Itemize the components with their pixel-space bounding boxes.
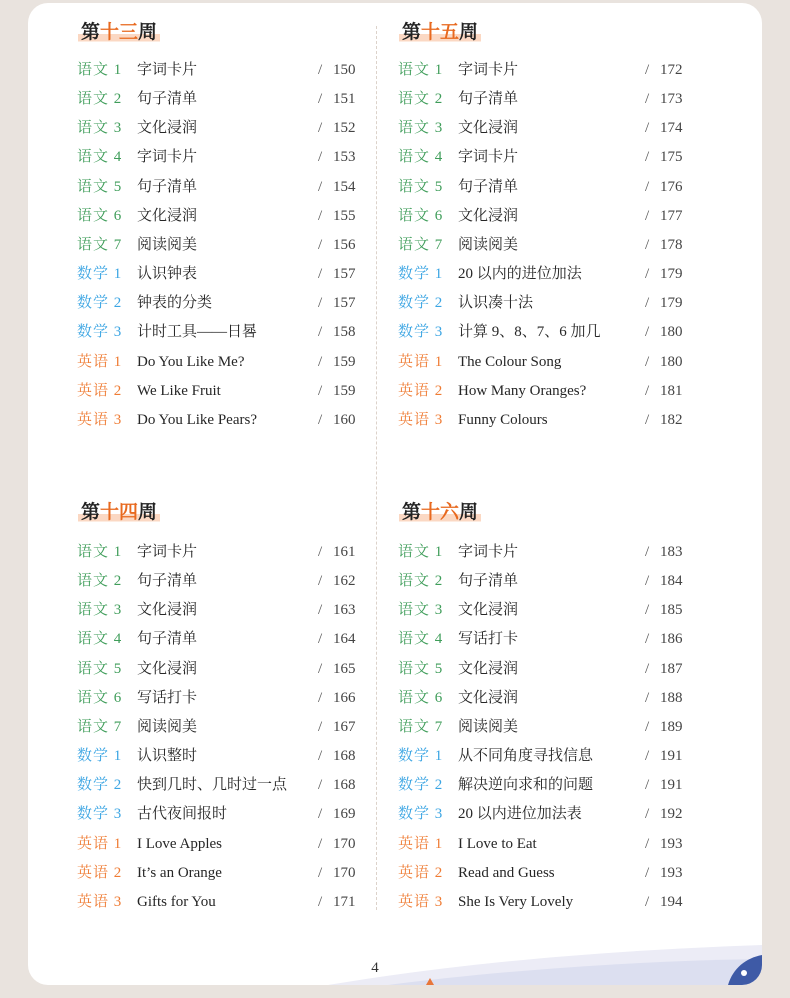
page-number: 162	[333, 573, 356, 590]
page-number: 164	[333, 631, 356, 648]
page-separator: /	[318, 777, 323, 794]
lesson-title: I Love to Eat	[458, 835, 537, 852]
page-separator: /	[645, 120, 650, 137]
page-number: 183	[660, 544, 683, 560]
lesson-title: We Like Fruit	[137, 382, 221, 399]
page-number: 185	[660, 602, 683, 619]
page-separator: /	[318, 120, 323, 137]
page-number: 180	[660, 324, 683, 341]
toc-row	[398, 202, 693, 231]
subject-label: 语文 1	[77, 62, 123, 78]
subject-label: 英语 1	[77, 353, 123, 370]
page-number: 193	[660, 864, 683, 881]
page-number: 166	[333, 689, 356, 706]
lesson-title: 钟表的分类	[137, 295, 213, 312]
page-number: 192	[660, 806, 683, 823]
page-number: 177	[660, 207, 683, 224]
lesson-title: 字词卡片	[137, 62, 198, 78]
lesson-title: Read and Guess	[458, 864, 555, 881]
page-separator: /	[645, 178, 650, 195]
page-separator: /	[318, 295, 323, 312]
page-separator: /	[645, 266, 650, 283]
subject-label: 语文 1	[398, 544, 444, 560]
heading-week-number: 十三	[100, 21, 139, 43]
toc-row	[77, 859, 372, 888]
page-number: 173	[660, 91, 683, 108]
lesson-title: 句子清单	[137, 573, 198, 590]
toc-row	[77, 289, 372, 318]
lesson-title: Do You Like Me?	[137, 353, 245, 370]
toc-row	[77, 231, 372, 260]
week-heading	[78, 20, 160, 44]
toc-row	[77, 567, 372, 596]
subject-label: 数学 3	[77, 324, 123, 341]
lesson-list	[398, 56, 693, 435]
lesson-list	[77, 56, 372, 435]
page-number: 181	[660, 382, 683, 399]
subject-label: 英语 2	[77, 382, 123, 399]
lesson-title: Gifts for You	[137, 893, 216, 910]
subject-label: 语文 6	[77, 689, 123, 706]
toc-row	[77, 85, 372, 114]
page-separator: /	[645, 149, 650, 166]
lesson-title: 文化浸润	[137, 660, 198, 677]
page-separator: /	[318, 718, 323, 735]
toc-row	[77, 888, 372, 917]
lesson-title: She Is Very Lovely	[458, 893, 574, 910]
heading-prefix: 第	[81, 501, 101, 523]
subject-label: 数学 1	[77, 748, 123, 765]
toc-row	[77, 625, 372, 654]
subject-label: 数学 1	[398, 748, 444, 765]
toc-row	[398, 114, 693, 143]
subject-label: 语文 6	[77, 207, 123, 224]
page-separator: /	[318, 544, 323, 560]
lesson-title: 句子清单	[458, 573, 519, 590]
toc-row	[77, 596, 372, 625]
page-separator: /	[645, 353, 650, 370]
page-separator: /	[645, 602, 650, 619]
toc-row	[77, 114, 372, 143]
page-separator: /	[645, 893, 650, 910]
page-separator: /	[645, 777, 650, 794]
page-number: 172	[660, 62, 683, 78]
lesson-title: How Many Oranges?	[458, 382, 587, 399]
toc-row	[77, 348, 372, 377]
subject-label: 数学 2	[77, 295, 123, 312]
page-number: 156	[333, 236, 356, 253]
toc-row	[398, 318, 693, 347]
lesson-title: 句子清单	[458, 178, 519, 195]
heading-suffix: 周	[138, 21, 158, 43]
subject-label: 语文 5	[77, 660, 123, 677]
toc-row	[77, 800, 372, 829]
page-separator: /	[318, 353, 323, 370]
lesson-list	[398, 538, 693, 917]
toc-row	[398, 377, 693, 406]
heading-week-number: 十六	[421, 501, 460, 523]
subject-label: 英语 2	[398, 382, 444, 399]
page-separator: /	[645, 207, 650, 224]
page-separator: /	[318, 266, 323, 283]
page-number: 150	[333, 62, 356, 78]
toc-row	[398, 830, 693, 859]
lesson-title: It’s an Orange	[137, 864, 222, 881]
page-number: 179	[660, 266, 683, 283]
page-number: 179	[660, 295, 683, 312]
page-number: 154	[333, 178, 356, 195]
page-separator: /	[645, 718, 650, 735]
wave-dot	[741, 970, 747, 976]
lesson-title: 字词卡片	[458, 544, 519, 560]
subject-label: 语文 7	[398, 718, 444, 735]
toc-row	[398, 596, 693, 625]
page-number: 174	[660, 120, 683, 137]
subject-label: 英语 3	[77, 893, 123, 910]
page-number: 159	[333, 353, 356, 370]
lesson-title: 认识整时	[137, 748, 198, 765]
lesson-title: 阅读阅美	[137, 236, 198, 253]
toc-row	[398, 260, 693, 289]
toc-row	[398, 143, 693, 172]
page-separator: /	[318, 91, 323, 108]
page-separator: /	[318, 631, 323, 648]
page-separator: /	[645, 748, 650, 765]
page-number: 157	[333, 295, 356, 312]
page-separator: /	[645, 236, 650, 253]
subject-label: 语文 5	[77, 178, 123, 195]
page-number: 153	[333, 149, 356, 166]
lesson-title: 计算 9、8、7、6 加几	[458, 324, 601, 341]
toc-row	[398, 771, 693, 800]
page-number: 157	[333, 266, 356, 283]
page-separator: /	[318, 602, 323, 619]
lesson-title: 句子清单	[137, 91, 198, 108]
page-number: 193	[660, 835, 683, 852]
heading-suffix: 周	[459, 21, 479, 43]
page-number: 188	[660, 689, 683, 706]
heading-prefix: 第	[81, 21, 101, 43]
subject-label: 语文 3	[77, 120, 123, 137]
subject-label: 语文 1	[398, 62, 444, 78]
page-number: 167	[333, 718, 356, 735]
lesson-title: 快到几时、几时过一点	[137, 777, 288, 794]
page-number: 159	[333, 382, 356, 399]
subject-label: 语文 6	[398, 207, 444, 224]
page-number: 186	[660, 631, 683, 648]
page-separator: /	[645, 295, 650, 312]
page-number: 168	[333, 777, 356, 794]
toc-row	[77, 173, 372, 202]
page-number: 170	[333, 835, 356, 852]
subject-label: 数学 2	[77, 777, 123, 794]
toc-row	[77, 143, 372, 172]
subject-label: 数学 2	[398, 295, 444, 312]
toc-row	[398, 742, 693, 771]
lesson-title: 文化浸润	[458, 689, 519, 706]
lesson-title: 计时工具——日晷	[137, 324, 258, 341]
subject-label: 语文 4	[77, 631, 123, 648]
lesson-title: 古代夜间报时	[137, 806, 228, 823]
week-heading	[78, 500, 160, 524]
lesson-title: 文化浸润	[458, 120, 519, 137]
lesson-title: 解决逆向求和的问题	[458, 777, 594, 794]
toc-row	[398, 173, 693, 202]
page-separator: /	[318, 207, 323, 224]
subject-label: 语文 4	[77, 149, 123, 166]
page-separator: /	[645, 382, 650, 399]
toc-row	[398, 684, 693, 713]
subject-label: 语文 7	[77, 718, 123, 735]
page-separator: /	[318, 748, 323, 765]
subject-label: 语文 2	[398, 91, 444, 108]
week-16-section	[398, 480, 693, 950]
subject-label: 数学 1	[77, 266, 123, 283]
page-separator: /	[645, 573, 650, 590]
lesson-title: 文化浸润	[137, 602, 198, 619]
subject-label: 英语 3	[398, 893, 444, 910]
subject-label: 语文 6	[398, 689, 444, 706]
page-separator: /	[318, 324, 323, 341]
page-separator: /	[645, 631, 650, 648]
lesson-list	[77, 538, 372, 917]
page-number: 160	[333, 411, 356, 428]
page-separator: /	[318, 236, 323, 253]
subject-label: 数学 3	[398, 324, 444, 341]
lesson-title: 文化浸润	[458, 602, 519, 619]
page-separator: /	[318, 178, 323, 195]
week-13-section	[77, 0, 372, 470]
column-divider	[376, 26, 377, 910]
toc-row	[398, 655, 693, 684]
page-number: 180	[660, 353, 683, 370]
toc-row	[77, 713, 372, 742]
lesson-title: 文化浸润	[137, 207, 198, 224]
page-number: 176	[660, 178, 683, 195]
page-separator: /	[318, 149, 323, 166]
page-number-footer: 4	[371, 960, 379, 976]
page-separator: /	[645, 544, 650, 560]
subject-label: 语文 4	[398, 149, 444, 166]
page-number: 161	[333, 544, 356, 560]
page-separator: /	[318, 806, 323, 823]
lesson-title: 文化浸润	[458, 207, 519, 224]
toc-row	[77, 318, 372, 347]
lesson-title: 写话打卡	[458, 631, 519, 648]
lesson-title: 阅读阅美	[458, 718, 519, 735]
toc-row	[77, 830, 372, 859]
page-number: 165	[333, 660, 356, 677]
page-number: 151	[333, 91, 356, 108]
heading-suffix: 周	[459, 501, 479, 523]
page-separator: /	[645, 689, 650, 706]
lesson-title: 句子清单	[137, 178, 198, 195]
toc-row	[398, 538, 693, 567]
page-number: 182	[660, 411, 683, 428]
page-number: 175	[660, 149, 683, 166]
page-separator: /	[645, 62, 650, 78]
lesson-title: I Love Apples	[137, 835, 222, 852]
lesson-title: 20 以内进位加法表	[458, 806, 582, 823]
subject-label: 语文 3	[398, 602, 444, 619]
lesson-title: 文化浸润	[137, 120, 198, 137]
page-separator: /	[645, 806, 650, 823]
page-separator: /	[318, 573, 323, 590]
page-number: 189	[660, 718, 683, 735]
lesson-title: Funny Colours	[458, 411, 548, 428]
heading-prefix: 第	[402, 501, 422, 523]
subject-label: 语文 2	[77, 573, 123, 590]
toc-row	[77, 771, 372, 800]
subject-label: 语文 2	[398, 573, 444, 590]
toc-row	[398, 800, 693, 829]
week-heading	[399, 20, 481, 44]
heading-suffix: 周	[138, 501, 158, 523]
page-separator: /	[318, 660, 323, 677]
lesson-title: 句子清单	[137, 631, 198, 648]
page-number: 170	[333, 864, 356, 881]
week-14-section	[77, 480, 372, 950]
subject-label: 语文 5	[398, 178, 444, 195]
page-number: 171	[333, 893, 356, 910]
page-number: 158	[333, 324, 356, 341]
subject-label: 语文 7	[398, 236, 444, 253]
toc-row	[398, 859, 693, 888]
lesson-title: 字词卡片	[458, 149, 519, 166]
page-number: 163	[333, 602, 356, 619]
toc-row	[77, 655, 372, 684]
page-separator: /	[318, 835, 323, 852]
lesson-title: 阅读阅美	[458, 236, 519, 253]
toc-row	[77, 406, 372, 435]
toc-row	[398, 56, 693, 85]
toc-row	[77, 742, 372, 771]
lesson-title: 从不同角度寻找信息	[458, 748, 594, 765]
toc-row	[398, 348, 693, 377]
page-separator: /	[318, 62, 323, 78]
subject-label: 语文 2	[77, 91, 123, 108]
lesson-title: 写话打卡	[137, 689, 198, 706]
week-heading	[399, 500, 481, 524]
page-separator: /	[645, 660, 650, 677]
page-separator: /	[645, 835, 650, 852]
heading-prefix: 第	[402, 21, 422, 43]
page-number: 191	[660, 748, 683, 765]
page-number: 155	[333, 207, 356, 224]
subject-label: 数学 1	[398, 266, 444, 283]
subject-label: 语文 3	[77, 602, 123, 619]
subject-label: 数学 3	[77, 806, 123, 823]
lesson-title: 阅读阅美	[137, 718, 198, 735]
toc-row	[77, 56, 372, 85]
toc-row	[77, 538, 372, 567]
page-separator: /	[645, 411, 650, 428]
toc-row	[398, 231, 693, 260]
subject-label: 英语 1	[77, 835, 123, 852]
subject-label: 英语 3	[77, 411, 123, 428]
subject-label: 语文 3	[398, 120, 444, 137]
subject-label: 英语 3	[398, 411, 444, 428]
subject-label: 英语 1	[398, 835, 444, 852]
page-separator: /	[645, 864, 650, 881]
page-number: 194	[660, 893, 683, 910]
lesson-title: 字词卡片	[137, 149, 198, 166]
toc-row	[77, 260, 372, 289]
lesson-title: Do You Like Pears?	[137, 411, 257, 428]
toc-row	[398, 289, 693, 318]
lesson-title: 20 以内的进位加法	[458, 266, 582, 283]
subject-label: 语文 4	[398, 631, 444, 648]
lesson-title: 字词卡片	[458, 62, 519, 78]
page-separator: /	[645, 91, 650, 108]
heading-week-number: 十五	[421, 21, 460, 43]
subject-label: 数学 2	[398, 777, 444, 794]
toc-row	[77, 377, 372, 406]
page-number: 184	[660, 573, 683, 590]
lesson-title: 字词卡片	[137, 544, 198, 560]
page-separator: /	[318, 382, 323, 399]
subject-label: 语文 7	[77, 236, 123, 253]
toc-row	[398, 406, 693, 435]
page-number: 169	[333, 806, 356, 823]
lesson-title: 认识凑十法	[458, 295, 534, 312]
subject-label: 英语 1	[398, 353, 444, 370]
lesson-title: 句子清单	[458, 91, 519, 108]
toc-row	[398, 888, 693, 917]
week-15-section	[398, 0, 693, 470]
toc-row	[398, 85, 693, 114]
subject-label: 语文 1	[77, 544, 123, 560]
page-separator: /	[318, 689, 323, 706]
toc-row	[77, 684, 372, 713]
subject-label: 英语 2	[77, 864, 123, 881]
page-separator: /	[645, 324, 650, 341]
toc-row	[77, 202, 372, 231]
lesson-title: 文化浸润	[458, 660, 519, 677]
page-number: 168	[333, 748, 356, 765]
lesson-title: 认识钟表	[137, 266, 198, 283]
page-separator: /	[318, 864, 323, 881]
toc-row	[398, 625, 693, 654]
heading-week-number: 十四	[100, 501, 139, 523]
subject-label: 数学 3	[398, 806, 444, 823]
page-number: 191	[660, 777, 683, 794]
lesson-title: The Colour Song	[458, 353, 562, 370]
subject-label: 语文 5	[398, 660, 444, 677]
subject-label: 英语 2	[398, 864, 444, 881]
page-number: 152	[333, 120, 356, 137]
toc-row	[398, 713, 693, 742]
page-separator: /	[318, 893, 323, 910]
page-number: 187	[660, 660, 683, 677]
page-separator: /	[318, 411, 323, 428]
toc-row	[398, 567, 693, 596]
page-number: 178	[660, 236, 683, 253]
